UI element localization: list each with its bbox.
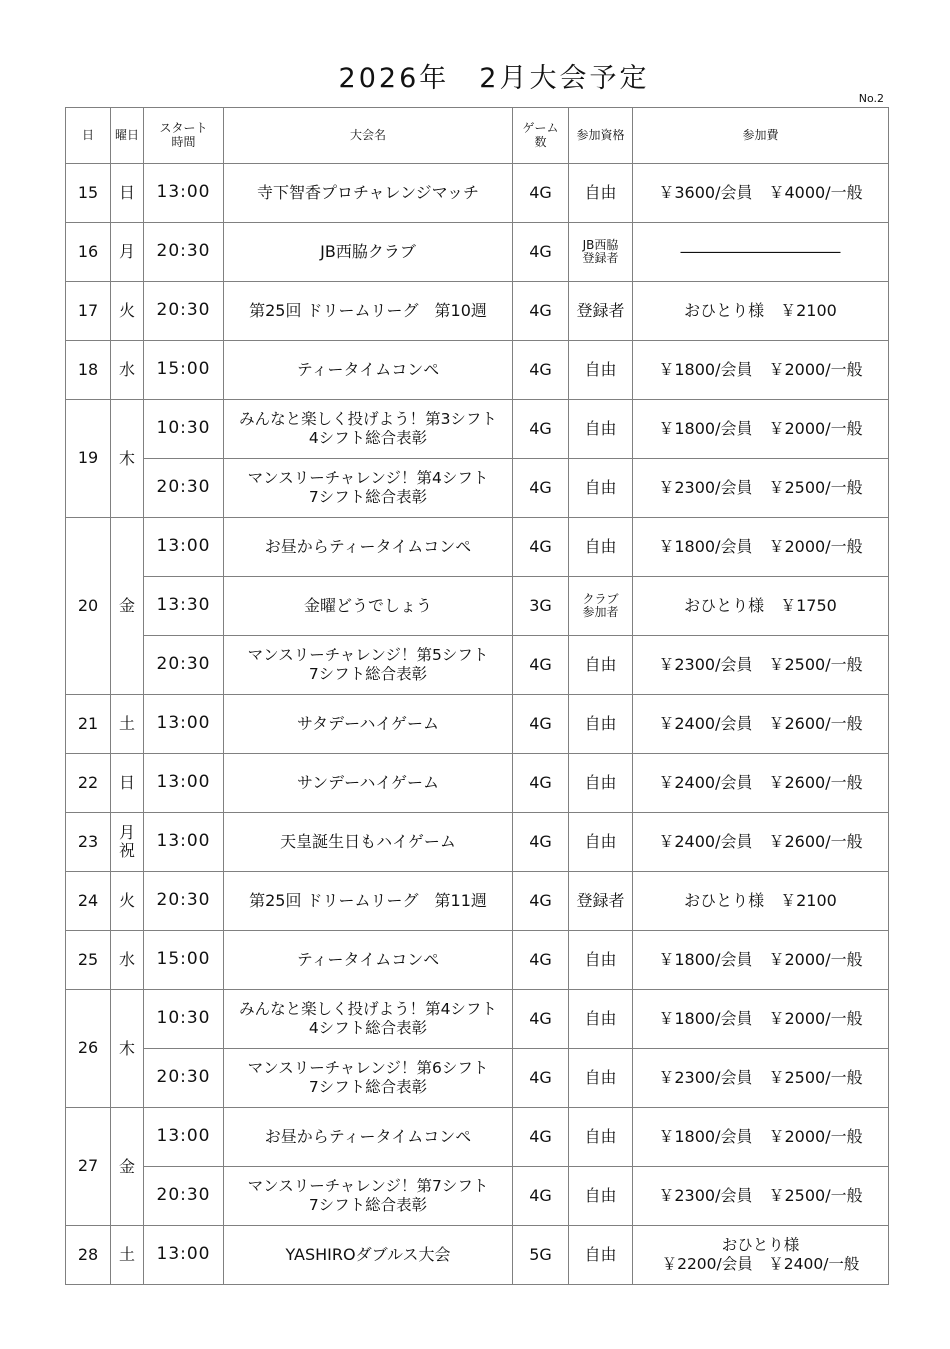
eligibility-text: 自由 xyxy=(584,654,617,674)
games-cell: 4G xyxy=(513,223,569,282)
eligibility-cell xyxy=(569,636,633,695)
weekday-cell xyxy=(111,164,144,223)
day-cell: 23 xyxy=(66,813,111,872)
event-name-text: 第25回 ドリームリーグ 第11週 xyxy=(249,890,487,910)
event-name-text: 4シフト総合表彰 xyxy=(308,429,428,447)
header-row xyxy=(66,108,889,164)
fee-cell xyxy=(633,577,889,636)
eligibility-cell xyxy=(569,1226,633,1285)
fee-cell xyxy=(633,931,889,990)
event-name-text: みんなと楽しく投げよう！第3シフト xyxy=(239,409,497,428)
eligibility-text: 自由 xyxy=(584,1185,617,1205)
event-name-text: サタデーハイゲーム xyxy=(296,713,440,733)
fee-text: ￥1800/会員 ￥2000/一般 xyxy=(658,359,863,379)
fee-text: ￥2300/会員 ￥2500/一般 xyxy=(658,654,863,674)
event-name-text: 7シフト総合表彰 xyxy=(308,488,428,506)
header-fee: 参加費 xyxy=(633,108,889,164)
eligibility-cell xyxy=(569,223,633,282)
header-weekday: 曜日 xyxy=(111,108,144,164)
start-time-cell: 20:30 xyxy=(144,282,224,341)
event-name-text: サンデーハイゲーム xyxy=(296,772,440,792)
games-cell: 4G xyxy=(513,400,569,459)
table-row xyxy=(66,1108,889,1167)
header-day: 日 xyxy=(66,108,111,164)
start-time-cell: 20:30 xyxy=(144,636,224,695)
start-time-cell: 13:00 xyxy=(144,518,224,577)
weekday-text: 日 xyxy=(118,773,135,793)
weekday-text: 木 xyxy=(118,448,135,468)
fee-cell xyxy=(633,990,889,1049)
event-name-text: お昼からティータイムコンペ xyxy=(264,536,472,556)
table-row xyxy=(66,813,889,872)
eligibility-cell xyxy=(569,754,633,813)
event-name-text: 7シフト総合表彰 xyxy=(308,665,428,683)
header-games xyxy=(513,108,569,164)
games-cell: 4G xyxy=(513,518,569,577)
start-time-cell: 13:00 xyxy=(144,695,224,754)
eligibility-text: 自由 xyxy=(584,1067,617,1087)
fee-cell xyxy=(633,1167,889,1226)
table-row xyxy=(66,1226,889,1285)
event-name-text: 7シフト総合表彰 xyxy=(308,1196,428,1214)
weekday-text: 土 xyxy=(118,714,135,734)
fee-text: おひとり様 ￥2100 xyxy=(684,300,837,320)
fee-cell xyxy=(633,1226,889,1285)
day-cell: 28 xyxy=(66,1226,111,1285)
event-name-text: 第25回 ドリームリーグ 第10週 xyxy=(249,300,487,320)
fee-cell xyxy=(633,695,889,754)
fee-text: おひとり様 xyxy=(721,1235,800,1254)
weekday-text: 火 xyxy=(118,891,135,911)
table-row xyxy=(66,400,889,459)
table-row xyxy=(66,282,889,341)
fee-cell xyxy=(633,636,889,695)
start-time-cell: 20:30 xyxy=(144,223,224,282)
event-name-cell xyxy=(224,1108,513,1167)
header-games-line: 数 xyxy=(534,134,547,149)
fee-cell xyxy=(633,223,889,282)
start-time-cell: 13:30 xyxy=(144,577,224,636)
fee-text: ￥2400/会員 ￥2600/一般 xyxy=(658,713,863,733)
table-row xyxy=(66,872,889,931)
eligibility-cell xyxy=(569,282,633,341)
eligibility-cell xyxy=(569,813,633,872)
weekday-cell xyxy=(111,813,144,872)
eligibility-cell xyxy=(569,990,633,1049)
eligibility-text: 自由 xyxy=(584,359,617,379)
start-time-cell: 20:30 xyxy=(144,1049,224,1108)
fee-cell xyxy=(633,813,889,872)
event-name-cell xyxy=(224,223,513,282)
eligibility-text: JB西脇 xyxy=(582,237,619,252)
weekday-cell xyxy=(111,282,144,341)
header-start xyxy=(144,108,224,164)
games-cell: 4G xyxy=(513,164,569,223)
event-name-text: 金曜どうでしょう xyxy=(303,595,432,615)
fee-text: ￥2300/会員 ￥2500/一般 xyxy=(658,477,863,497)
event-name-text: 天皇誕生日もハイゲーム xyxy=(280,831,456,851)
fee-cell xyxy=(633,754,889,813)
eligibility-cell xyxy=(569,341,633,400)
event-name-cell xyxy=(224,1226,513,1285)
weekday-text: 日 xyxy=(118,183,135,203)
games-cell: 4G xyxy=(513,813,569,872)
eligibility-cell xyxy=(569,164,633,223)
weekday-cell xyxy=(111,1108,144,1226)
start-time-cell: 15:00 xyxy=(144,341,224,400)
weekday-text: 金 xyxy=(118,596,135,616)
eligibility-text: 自由 xyxy=(584,1008,617,1028)
start-time-cell: 20:30 xyxy=(144,872,224,931)
event-name-text: マンスリーチャレンジ！第7シフト xyxy=(247,1176,489,1195)
eligibility-text: 自由 xyxy=(584,536,617,556)
fee-text: ￥2300/会員 ￥2500/一般 xyxy=(658,1067,863,1087)
fee-text: ￥2400/会員 ￥2600/一般 xyxy=(658,831,863,851)
start-time-cell: 13:00 xyxy=(144,1226,224,1285)
event-name-cell xyxy=(224,341,513,400)
games-cell: 4G xyxy=(513,754,569,813)
weekday-cell xyxy=(111,400,144,518)
table-row xyxy=(66,695,889,754)
games-cell: 4G xyxy=(513,695,569,754)
fee-text: ￥1800/会員 ￥2000/一般 xyxy=(658,536,863,556)
day-cell: 22 xyxy=(66,754,111,813)
eligibility-cell xyxy=(569,872,633,931)
games-cell: 4G xyxy=(513,990,569,1049)
event-name-cell xyxy=(224,282,513,341)
table-row xyxy=(66,1167,889,1226)
table-row xyxy=(66,164,889,223)
fee-cell xyxy=(633,164,889,223)
weekday-text: 土 xyxy=(118,1245,135,1265)
eligibility-cell xyxy=(569,931,633,990)
table-row xyxy=(66,754,889,813)
games-cell: 4G xyxy=(513,1108,569,1167)
event-name-cell xyxy=(224,990,513,1049)
weekday-text: 水 xyxy=(118,950,135,970)
start-time-cell: 20:30 xyxy=(144,1167,224,1226)
eligibility-cell xyxy=(569,1167,633,1226)
event-name-cell xyxy=(224,518,513,577)
eligibility-text: クラブ xyxy=(582,591,619,606)
eligibility-text: 登録者 xyxy=(582,251,619,265)
weekday-text: 木 xyxy=(118,1038,135,1058)
eligibility-text: 自由 xyxy=(584,713,617,733)
games-cell: 4G xyxy=(513,341,569,400)
event-name-cell xyxy=(224,459,513,518)
weekday-text: 月 xyxy=(118,242,135,262)
fee-cell xyxy=(633,872,889,931)
eligibility-cell xyxy=(569,518,633,577)
eligibility-cell xyxy=(569,1049,633,1108)
fee-cell xyxy=(633,518,889,577)
event-name-cell xyxy=(224,695,513,754)
fee-text: ￥1800/会員 ￥2000/一般 xyxy=(658,1008,863,1028)
event-name-cell xyxy=(224,813,513,872)
eligibility-text: 自由 xyxy=(584,418,617,438)
event-name-cell xyxy=(224,577,513,636)
weekday-cell xyxy=(111,695,144,754)
weekday-text: 月 xyxy=(118,823,135,843)
eligibility-text: 登録者 xyxy=(576,890,625,910)
day-cell: 21 xyxy=(66,695,111,754)
start-time-cell: 13:00 xyxy=(144,1108,224,1167)
fee-text: ￥1800/会員 ￥2000/一般 xyxy=(658,418,863,438)
day-cell: 26 xyxy=(66,990,111,1108)
eligibility-text: 自由 xyxy=(584,831,617,851)
event-name-text: お昼からティータイムコンペ xyxy=(264,1126,472,1146)
eligibility-text: 自由 xyxy=(584,1126,617,1146)
games-cell: 4G xyxy=(513,459,569,518)
day-cell: 20 xyxy=(66,518,111,695)
games-cell: 4G xyxy=(513,1049,569,1108)
eligibility-cell xyxy=(569,695,633,754)
fee-text: ￥2300/会員 ￥2500/一般 xyxy=(658,1185,863,1205)
page-number: No.2 xyxy=(858,92,884,105)
fee-text: おひとり様 ￥1750 xyxy=(684,595,837,615)
table-row xyxy=(66,518,889,577)
header-start-line: スタート xyxy=(159,120,208,135)
eligibility-text: 自由 xyxy=(584,1244,617,1264)
fee-cell xyxy=(633,341,889,400)
event-name-text: 寺下智香プロチャレンジマッチ xyxy=(256,182,480,202)
games-cell: 4G xyxy=(513,931,569,990)
fee-text: ￥1800/会員 ￥2000/一般 xyxy=(658,1126,863,1146)
event-name-text: ティータイムコンペ xyxy=(296,359,440,379)
table-row xyxy=(66,223,889,282)
games-cell: 4G xyxy=(513,636,569,695)
eligibility-text: 参加者 xyxy=(582,605,619,619)
table-row xyxy=(66,636,889,695)
fee-text: ￥2200/会員 ￥2400/一般 xyxy=(661,1255,860,1273)
eligibility-cell xyxy=(569,459,633,518)
event-name-text: JB西脇クラブ xyxy=(320,241,416,261)
weekday-cell xyxy=(111,341,144,400)
eligibility-cell xyxy=(569,1108,633,1167)
eligibility-text: 登録者 xyxy=(576,300,625,320)
header-name: 大会名 xyxy=(224,108,513,164)
table-row xyxy=(66,1049,889,1108)
fee-cell xyxy=(633,1049,889,1108)
games-cell: 3G xyxy=(513,577,569,636)
event-name-cell xyxy=(224,754,513,813)
event-name-cell xyxy=(224,931,513,990)
weekday-cell xyxy=(111,872,144,931)
header-games-line: ゲーム xyxy=(522,120,559,135)
event-name-cell xyxy=(224,400,513,459)
day-cell: 24 xyxy=(66,872,111,931)
table-row xyxy=(66,459,889,518)
day-cell: 27 xyxy=(66,1108,111,1226)
games-cell: 4G xyxy=(513,1167,569,1226)
event-name-text: マンスリーチャレンジ！第5シフト xyxy=(247,645,489,664)
start-time-cell: 15:00 xyxy=(144,931,224,990)
fee-cell xyxy=(633,1108,889,1167)
header-start-line: 時間 xyxy=(171,134,196,149)
games-cell: 4G xyxy=(513,872,569,931)
fee-text: おひとり様 ￥2100 xyxy=(684,890,837,910)
day-cell: 16 xyxy=(66,223,111,282)
event-name-text: マンスリーチャレンジ！第4シフト xyxy=(247,468,489,487)
eligibility-text: 自由 xyxy=(584,182,617,202)
fee-text: ―――――――――― xyxy=(680,241,841,261)
weekday-text: 金 xyxy=(118,1156,135,1176)
event-name-cell xyxy=(224,1167,513,1226)
event-name-cell xyxy=(224,164,513,223)
start-time-cell: 10:30 xyxy=(144,990,224,1049)
fee-cell xyxy=(633,282,889,341)
header-eligibility: 参加資格 xyxy=(569,108,633,164)
weekday-cell xyxy=(111,1226,144,1285)
eligibility-text: 自由 xyxy=(584,477,617,497)
day-cell: 25 xyxy=(66,931,111,990)
weekday-text: 火 xyxy=(118,301,135,321)
event-name-cell xyxy=(224,1049,513,1108)
weekday-cell xyxy=(111,223,144,282)
table-row xyxy=(66,341,889,400)
weekday-cell xyxy=(111,931,144,990)
schedule-table xyxy=(65,107,889,1285)
eligibility-text: 自由 xyxy=(584,949,617,969)
start-time-cell: 13:00 xyxy=(144,164,224,223)
start-time-cell: 10:30 xyxy=(144,400,224,459)
weekday-cell xyxy=(111,990,144,1108)
fee-cell xyxy=(633,459,889,518)
eligibility-cell xyxy=(569,577,633,636)
games-cell: 5G xyxy=(513,1226,569,1285)
day-cell: 15 xyxy=(66,164,111,223)
games-cell: 4G xyxy=(513,282,569,341)
table-row xyxy=(66,931,889,990)
weekday-cell xyxy=(111,754,144,813)
event-name-text: 7シフト総合表彰 xyxy=(308,1078,428,1096)
table-row xyxy=(66,577,889,636)
day-cell: 19 xyxy=(66,400,111,518)
weekday-text: 水 xyxy=(118,360,135,380)
event-name-text: 4シフト総合表彰 xyxy=(308,1019,428,1037)
fee-text: ￥3600/会員 ￥4000/一般 xyxy=(658,182,863,202)
eligibility-cell xyxy=(569,400,633,459)
start-time-cell: 13:00 xyxy=(144,754,224,813)
fee-text: ￥2400/会員 ￥2600/一般 xyxy=(658,772,863,792)
start-time-cell: 20:30 xyxy=(144,459,224,518)
fee-cell xyxy=(633,400,889,459)
day-cell: 17 xyxy=(66,282,111,341)
event-name-text: みんなと楽しく投げよう！第4シフト xyxy=(239,999,497,1018)
event-name-text: YASHIROダブルス大会 xyxy=(285,1244,451,1264)
start-time-cell: 13:00 xyxy=(144,813,224,872)
event-name-cell xyxy=(224,872,513,931)
eligibility-text: 自由 xyxy=(584,772,617,792)
event-name-text: ティータイムコンペ xyxy=(296,949,440,969)
weekday-text: 祝 xyxy=(118,841,135,860)
event-name-text: マンスリーチャレンジ！第6シフト xyxy=(247,1058,489,1077)
weekday-cell xyxy=(111,518,144,695)
page-title: 2026年 2月大会予定 xyxy=(338,63,650,94)
day-cell: 18 xyxy=(66,341,111,400)
table-row xyxy=(66,990,889,1049)
fee-text: ￥1800/会員 ￥2000/一般 xyxy=(658,949,863,969)
event-name-cell xyxy=(224,636,513,695)
